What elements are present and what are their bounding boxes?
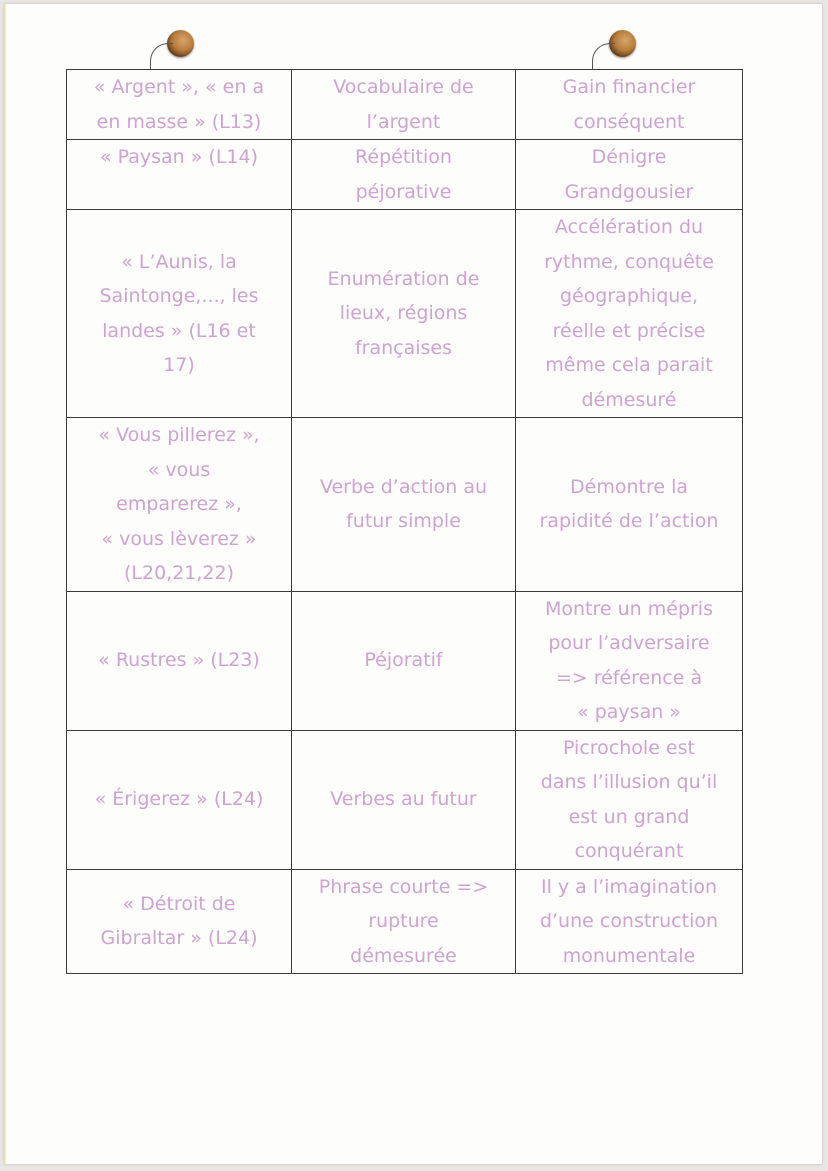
effect-cell: Dénigre Grandgousier bbox=[516, 140, 743, 210]
process-cell: Enumération de lieux, régions françaises bbox=[292, 210, 516, 418]
quote-cell: « Vous pillerez », « vous emparerez », « vous lèverez » (L20,21,22) bbox=[67, 418, 292, 592]
quote-cell: « L’Aunis, la Saintonge,..., les landes » (L16 et 17) bbox=[67, 210, 292, 418]
table-row bbox=[67, 591, 743, 730]
effect-cell: Démontre la rapidité de l’action bbox=[516, 418, 743, 592]
process-cell: Phrase courte => rupture démesurée bbox=[292, 869, 516, 974]
pushpin-icon-right bbox=[609, 30, 636, 57]
table-row bbox=[67, 140, 743, 210]
process-cell: Verbe d’action au futur simple bbox=[292, 418, 516, 592]
process-cell: Verbes au futur bbox=[292, 730, 516, 869]
process-cell: Répétition péjorative bbox=[292, 140, 516, 210]
pushpin-icon-left bbox=[167, 30, 194, 57]
quote-cell: « Argent », « en a en masse » (L13) bbox=[67, 70, 292, 140]
effect-cell: Accélération du rythme, conquête géographique, réelle et précise même cela parait démesuré bbox=[516, 210, 743, 418]
quote-cell: « Détroit de Gibraltar » (L24) bbox=[67, 869, 292, 974]
quote-cell: « Rustres » (L23) bbox=[67, 591, 292, 730]
effect-cell: Montre un mépris pour l’adversaire => référence à « paysan » bbox=[516, 591, 743, 730]
table-row bbox=[67, 418, 743, 592]
table-row bbox=[67, 869, 743, 974]
paper-edge bbox=[4, 4, 7, 1164]
table-row bbox=[67, 210, 743, 418]
table-row bbox=[67, 70, 743, 140]
process-cell: Péjoratif bbox=[292, 591, 516, 730]
process-cell: Vocabulaire de l’argent bbox=[292, 70, 516, 140]
quote-cell: « Érigerez » (L24) bbox=[67, 730, 292, 869]
analysis-table bbox=[66, 69, 743, 974]
effect-cell: Picrochole est dans l’illusion qu’il est un grand conquérant bbox=[516, 730, 743, 869]
effect-cell: Il y a l’imagination d’une construction monumentale bbox=[516, 869, 743, 974]
table-row bbox=[67, 730, 743, 869]
effect-cell: Gain financier conséquent bbox=[516, 70, 743, 140]
quote-cell: « Paysan » (L14) bbox=[67, 140, 292, 210]
